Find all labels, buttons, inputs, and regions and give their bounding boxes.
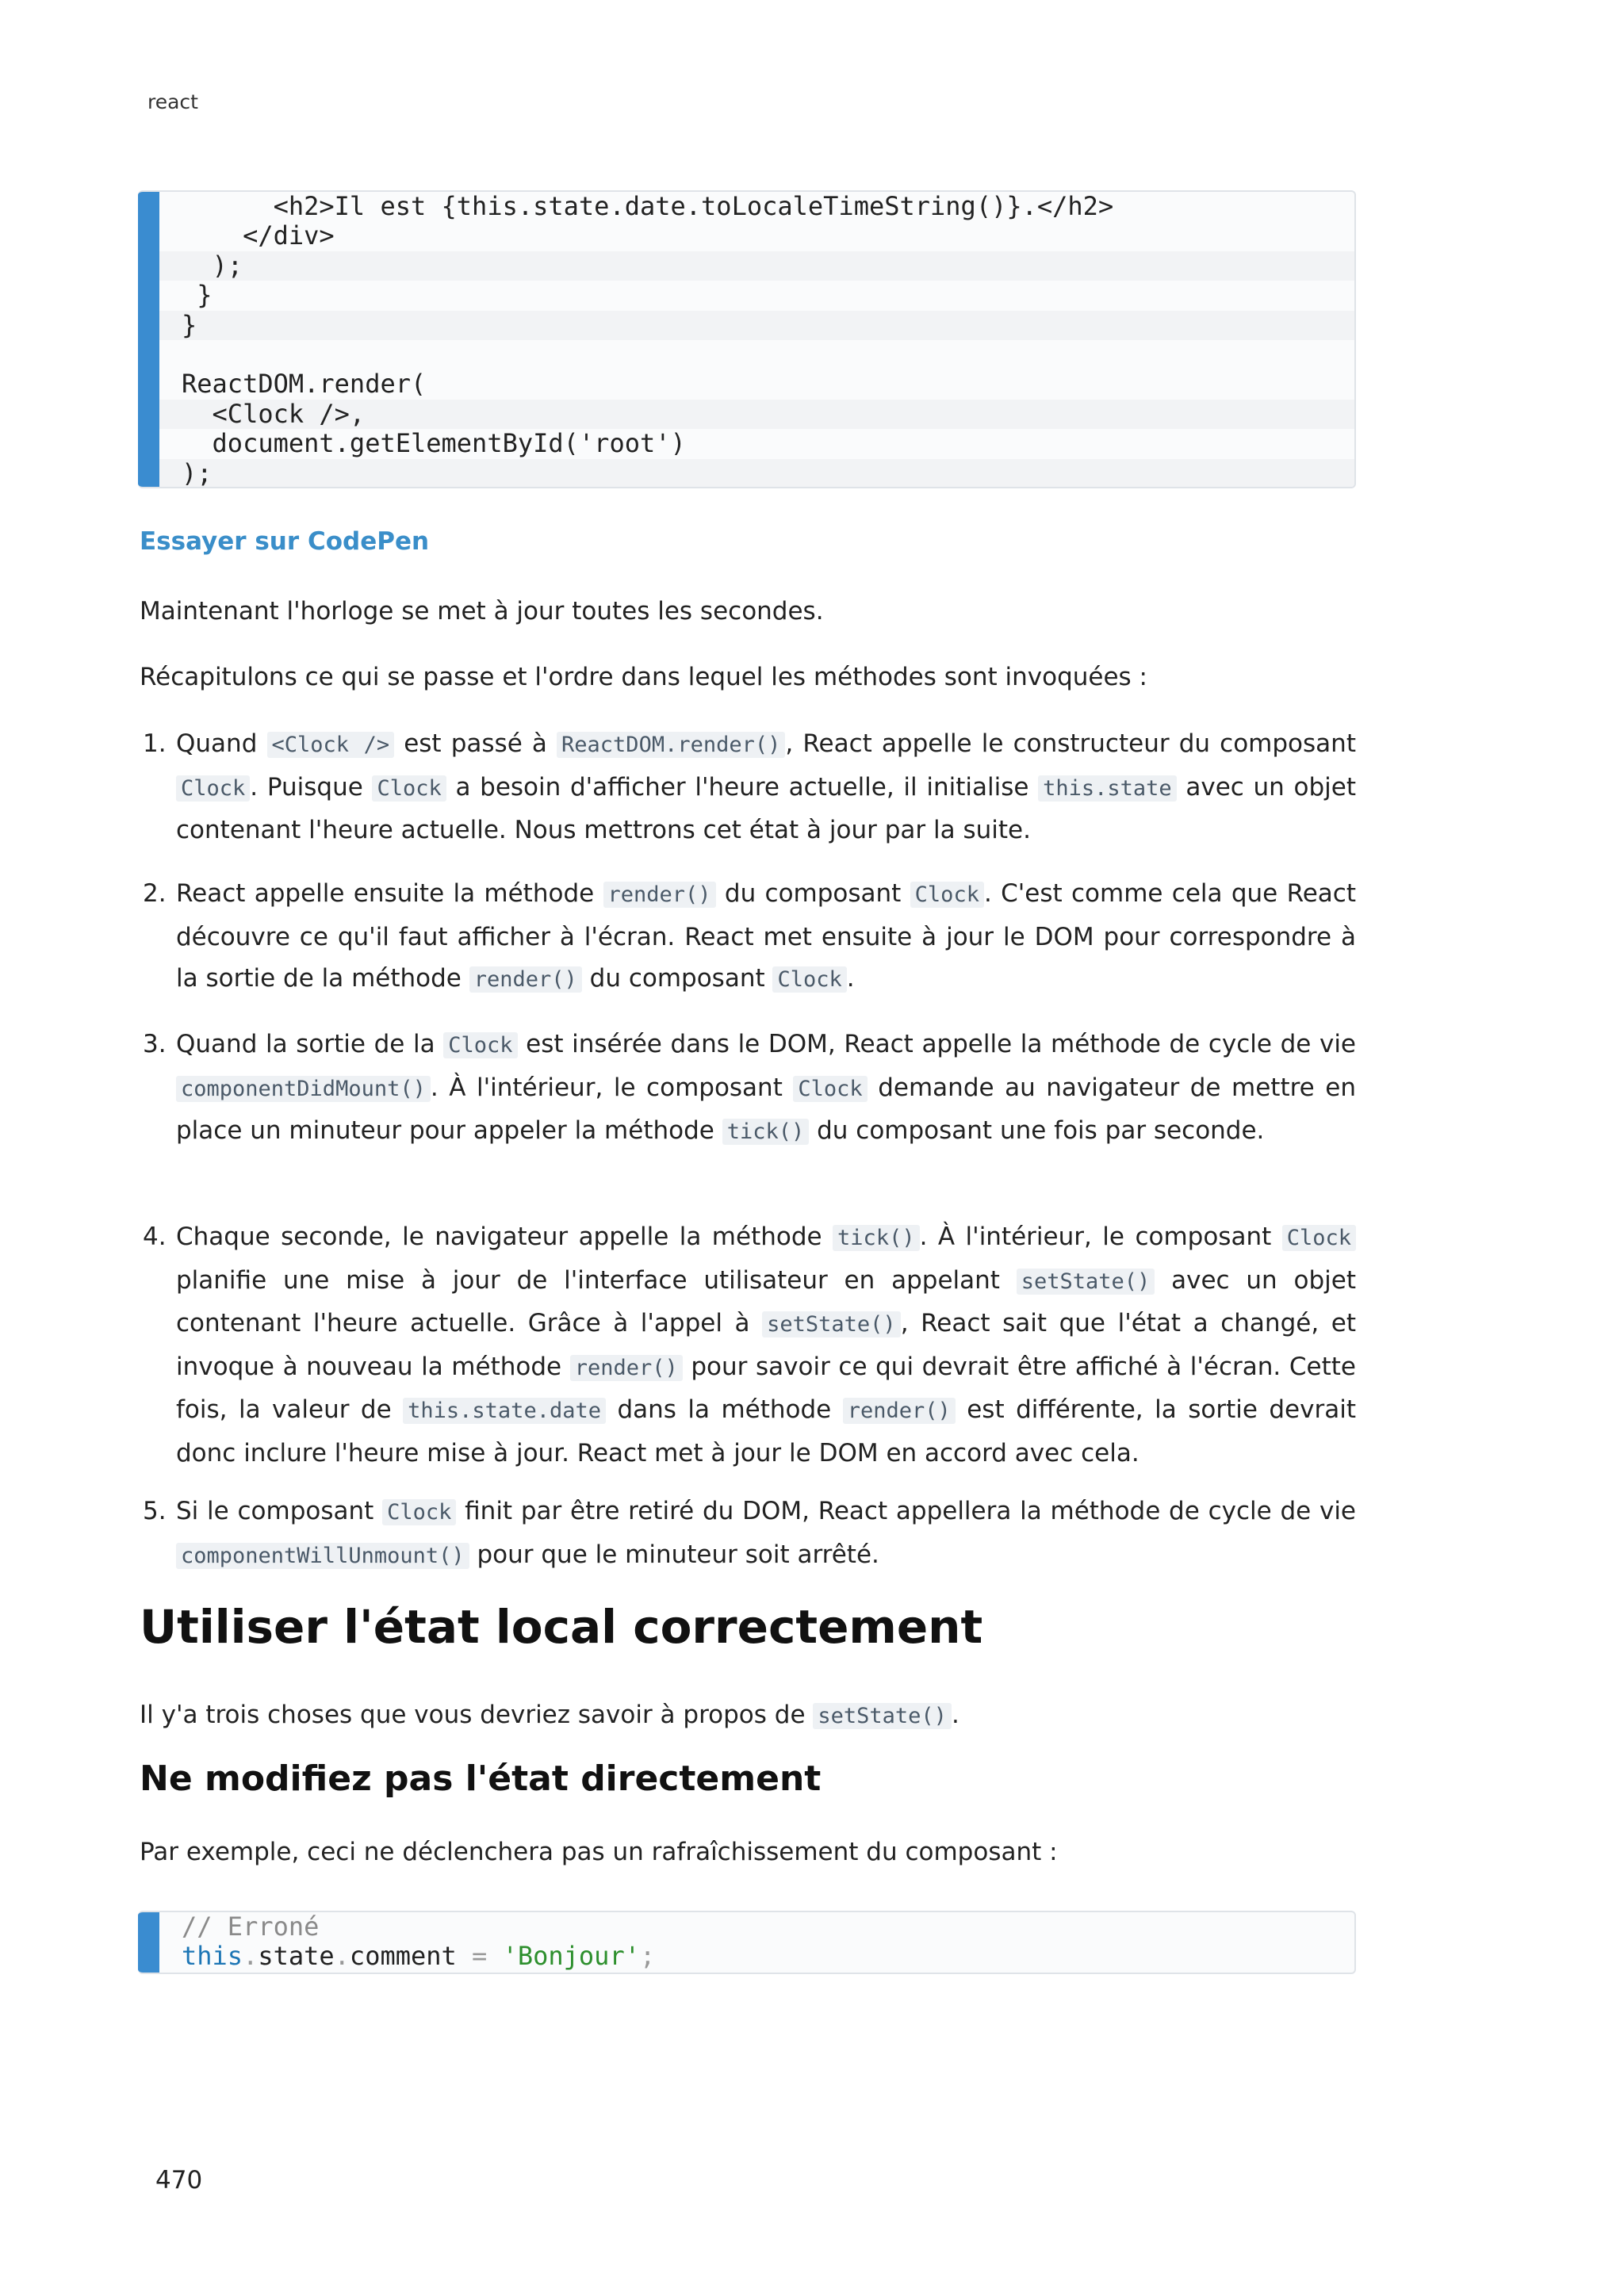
inline-code: Clock	[382, 1499, 456, 1525]
list-item	[140, 873, 1356, 1001]
code-line: this.state.comment = 'Bonjour';	[182, 1941, 656, 1971]
inline-code: render()	[843, 1398, 956, 1424]
list-item-text: React appelle ensuite la méthode render() du composant Clock . C'est comme cela que React découvre ce qu'il faut afficher à l'écran. React met ensuite à jour le DOM pour correspondre à la sortie de la méthode render() du composant Clock .	[176, 879, 1356, 993]
list-item	[140, 1024, 1356, 1154]
code-block-accent-bar	[138, 192, 159, 487]
inline-code: render()	[570, 1355, 683, 1381]
code-block	[138, 190, 1356, 488]
list-item	[140, 1216, 1356, 1474]
paragraph: Maintenant l'horloge se met à jour toutes les secondes.	[140, 597, 824, 626]
code-line	[159, 1912, 1354, 1942]
running-header: react	[147, 90, 198, 113]
code-lines	[159, 192, 1354, 487]
inline-code: componentWillUnmount()	[176, 1543, 469, 1569]
code-line: document.getElementById('root')	[182, 428, 686, 459]
code-line	[159, 340, 1354, 369]
inline-code: Clock	[1282, 1225, 1356, 1251]
inline-code: setState()	[762, 1311, 901, 1337]
list-number: 4.	[143, 1223, 167, 1251]
code-comment: // Erroné	[182, 1911, 320, 1942]
inline-code: Clock	[443, 1032, 517, 1058]
inline-code: tick()	[833, 1225, 920, 1251]
paragraph: Par exemple, ceci ne déclenchera pas un rafraîchissement du composant :	[140, 1838, 1058, 1866]
paragraph: Récapitulons ce qui se passe et l'ordre dans lequel les méthodes sont invoquées :	[140, 663, 1147, 691]
inline-code: setState()	[1017, 1269, 1155, 1295]
code-line: }	[159, 311, 1354, 340]
list-item-text: Quand <Clock /> est passé à ReactDOM.render() , React appelle le constructeur du composant Clock . Puisque Clock a besoin d'afficher l'heure actuelle, il initialise this.state avec un objet contenant l'heure actuelle. Nous mettrons cet état à jour par la suite.	[176, 729, 1356, 844]
code-line: );	[159, 251, 1354, 281]
inline-code: setState()	[813, 1703, 952, 1729]
inline-code: Clock	[793, 1076, 867, 1102]
code-line: ReactDOM.render(	[182, 369, 427, 400]
paragraph: Il y'a trois choses que vous devriez savoir à propos de setState() .	[140, 1701, 959, 1729]
code-line: }	[182, 280, 213, 311]
list-number: 5.	[143, 1497, 167, 1525]
list-number: 2.	[143, 879, 167, 908]
list-number: 3.	[143, 1030, 167, 1058]
list-item-text: Chaque seconde, le navigateur appelle la méthode tick() . À l'intérieur, le composant Clock planifie une mise à jour de l'interface utilisateur en appelant setState() avec un objet contenant l'heure actuelle. Grâce à l'appel à setState() , React sait que l'état a changé, et invoque à nouveau la méthode render() pour savoir ce qui devrait être affiché à l'écran. Cette fois, la valeur de this.state.date dans la méthode render() est différente, la sortie devrait donc inclure l'heure mise à jour. React met à jour le DOM en accord avec cela.	[176, 1223, 1356, 1468]
list-item	[140, 1490, 1356, 1577]
try-on-codepen-link[interactable]: Essayer sur CodePen	[140, 527, 430, 556]
inline-code: ReactDOM.render()	[557, 732, 785, 758]
inline-code: Clock	[772, 966, 846, 993]
inline-code: this.state	[1038, 775, 1177, 802]
code-line: <h2>Il est {this.state.date.toLocaleTimeString()}.</h2>	[182, 191, 1114, 221]
inline-code: <Clock />	[267, 732, 395, 758]
section-heading: Utiliser l'état local correctement	[140, 1600, 983, 1654]
list-item-text: Quand la sortie de la Clock est insérée dans le DOM, React appelle la méthode de cycle de vie componentDidMount() . À l'intérieur, le composant Clock demande au navigateur de mettre en place un minuteur pour appeler la méthode tick() du composant une fois par seconde.	[176, 1030, 1357, 1145]
code-block	[138, 1911, 1356, 1974]
list-item-text: Si le composant Clock finit par être retiré du DOM, React appellera la méthode de cycle de vie componentWillUnmount() pour que le minuteur soit arrêté.	[176, 1497, 1357, 1569]
inline-code: render()	[603, 882, 716, 908]
code-block-accent-bar	[138, 1912, 159, 1973]
list-number: 1.	[143, 729, 167, 758]
inline-code: this.state.date	[403, 1398, 606, 1424]
inline-code: Clock	[176, 775, 250, 802]
inline-code: Clock	[910, 882, 984, 908]
page-number: 470	[155, 2166, 203, 2195]
inline-code: tick()	[722, 1119, 810, 1145]
list-item	[140, 723, 1356, 851]
code-line: <Clock />,	[159, 400, 1354, 429]
inline-code: componentDidMount()	[176, 1076, 431, 1102]
code-lines	[159, 1912, 1354, 1973]
code-line: );	[159, 459, 1354, 488]
inline-code: render()	[469, 966, 582, 993]
code-line: </div>	[182, 220, 335, 251]
subsection-heading: Ne modifiez pas l'état directement	[140, 1758, 822, 1799]
inline-code: Clock	[372, 775, 446, 802]
